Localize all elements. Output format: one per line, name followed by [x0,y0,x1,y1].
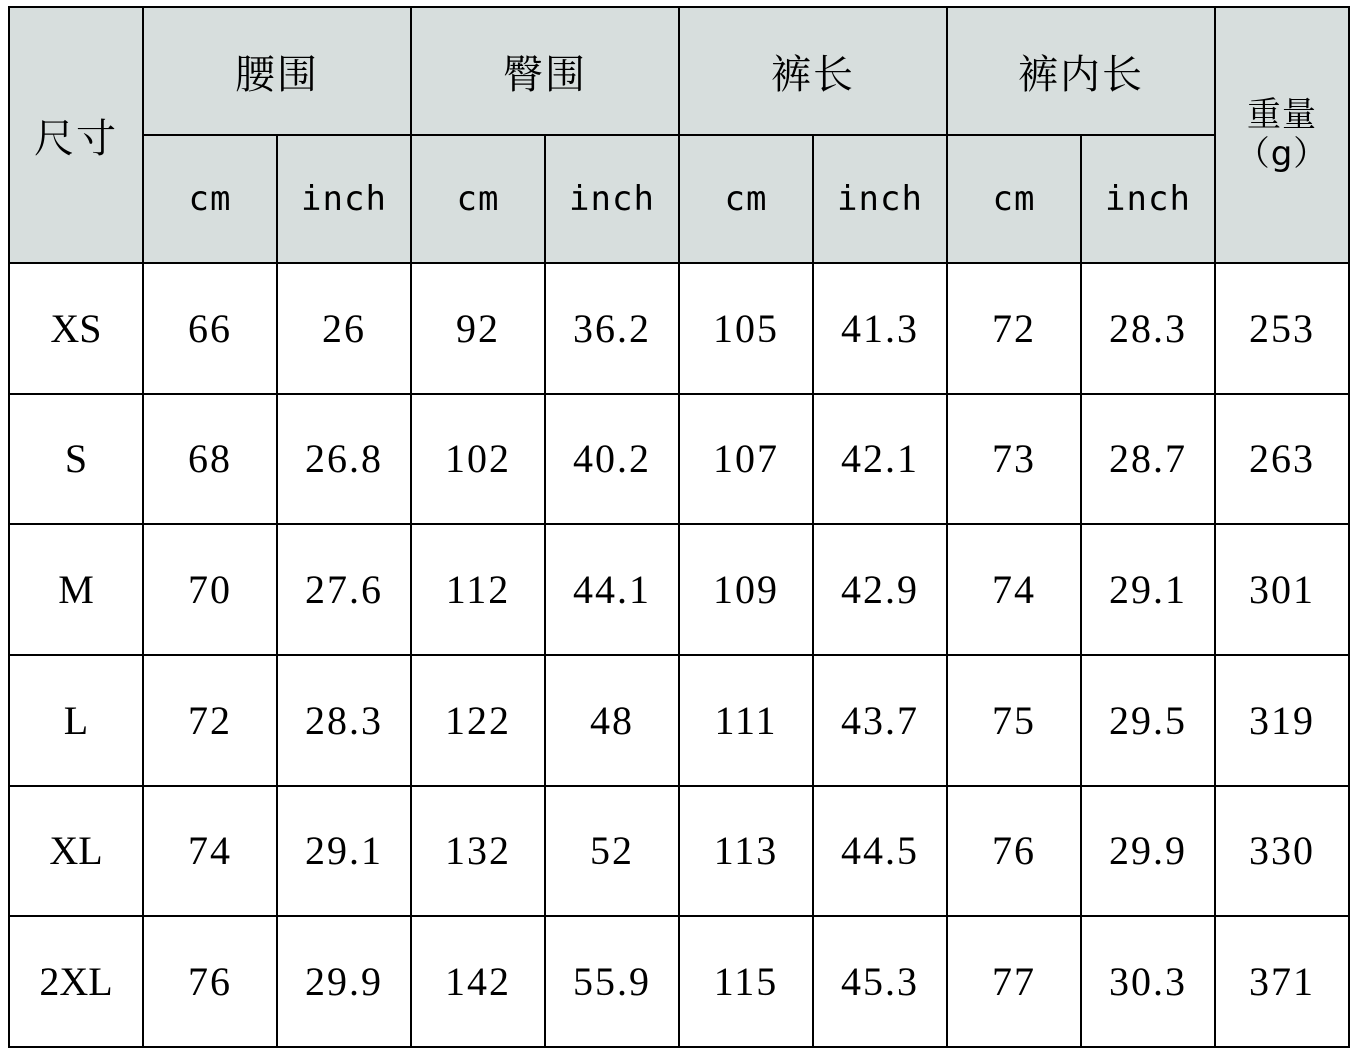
cell-hip-inch: 44.1 [545,524,679,655]
cell-length-inch: 45.3 [813,916,947,1047]
size-chart-table [8,6,1350,1048]
cell-weight: 301 [1215,524,1349,655]
cell-inseam-cm: 72 [947,263,1081,394]
cell-size: XL [9,786,143,917]
header-group-inseam: 裤内长 [947,7,1215,135]
cell-hip-inch: 40.2 [545,394,679,525]
cell-length-cm: 105 [679,263,813,394]
header-weight-line1: 重量 [1247,94,1317,135]
cell-hip-cm: 112 [411,524,545,655]
cell-hip-inch: 48 [545,655,679,786]
cell-hip-cm: 122 [411,655,545,786]
cell-inseam-cm: 75 [947,655,1081,786]
cell-waist-cm: 68 [143,394,277,525]
cell-weight: 371 [1215,916,1349,1047]
cell-length-cm: 107 [679,394,813,525]
cell-size: L [9,655,143,786]
table-row [9,524,1349,655]
header-unit-inseam-cm: cm [947,135,1081,263]
cell-inseam-inch: 29.5 [1081,655,1215,786]
cell-size: 2XL [9,916,143,1047]
cell-hip-inch: 52 [545,786,679,917]
cell-length-cm: 115 [679,916,813,1047]
table-row [9,394,1349,525]
cell-length-cm: 109 [679,524,813,655]
cell-inseam-inch: 28.7 [1081,394,1215,525]
header-unit-hip-inch: inch [545,135,679,263]
cell-waist-cm: 76 [143,916,277,1047]
cell-inseam-cm: 74 [947,524,1081,655]
header-group-hip: 臀围 [411,7,679,135]
cell-length-cm: 113 [679,786,813,917]
cell-inseam-cm: 77 [947,916,1081,1047]
header-group-waist: 腰围 [143,7,411,135]
table-row [9,916,1349,1047]
cell-waist-inch: 26 [277,263,411,394]
cell-waist-inch: 26.8 [277,394,411,525]
header-unit-waist-cm: cm [143,135,277,263]
cell-waist-inch: 28.3 [277,655,411,786]
cell-length-inch: 43.7 [813,655,947,786]
cell-size: M [9,524,143,655]
cell-inseam-cm: 76 [947,786,1081,917]
cell-weight: 330 [1215,786,1349,917]
cell-hip-inch: 36.2 [545,263,679,394]
cell-weight: 263 [1215,394,1349,525]
table-row [9,655,1349,786]
header-unit-hip-cm: cm [411,135,545,263]
cell-waist-inch: 27.6 [277,524,411,655]
cell-size: XS [9,263,143,394]
cell-inseam-inch: 28.3 [1081,263,1215,394]
table-row [9,263,1349,394]
cell-inseam-inch: 29.1 [1081,524,1215,655]
cell-hip-inch: 55.9 [545,916,679,1047]
header-size: 尺寸 [9,7,143,263]
cell-inseam-inch: 30.3 [1081,916,1215,1047]
header-group-pant-length: 裤长 [679,7,947,135]
cell-weight: 253 [1215,263,1349,394]
cell-hip-cm: 142 [411,916,545,1047]
cell-length-inch: 42.9 [813,524,947,655]
cell-waist-inch: 29.9 [277,916,411,1047]
cell-waist-inch: 29.1 [277,786,411,917]
cell-waist-cm: 66 [143,263,277,394]
header-unit-length-inch: inch [813,135,947,263]
cell-waist-cm: 70 [143,524,277,655]
cell-waist-cm: 72 [143,655,277,786]
cell-waist-cm: 74 [143,786,277,917]
table-header-unit-row [9,135,1349,263]
table-row [9,786,1349,917]
header-weight-line2: （g） [1235,134,1329,174]
header-weight [1215,7,1349,263]
cell-hip-cm: 92 [411,263,545,394]
table-header-group-row [9,7,1349,135]
cell-length-inch: 44.5 [813,786,947,917]
header-unit-waist-inch: inch [277,135,411,263]
cell-hip-cm: 102 [411,394,545,525]
cell-inseam-inch: 29.9 [1081,786,1215,917]
cell-length-cm: 111 [679,655,813,786]
cell-hip-cm: 132 [411,786,545,917]
cell-inseam-cm: 73 [947,394,1081,525]
header-unit-inseam-inch: inch [1081,135,1215,263]
header-unit-length-cm: cm [679,135,813,263]
cell-size: S [9,394,143,525]
cell-length-inch: 41.3 [813,263,947,394]
cell-length-inch: 42.1 [813,394,947,525]
cell-weight: 319 [1215,655,1349,786]
